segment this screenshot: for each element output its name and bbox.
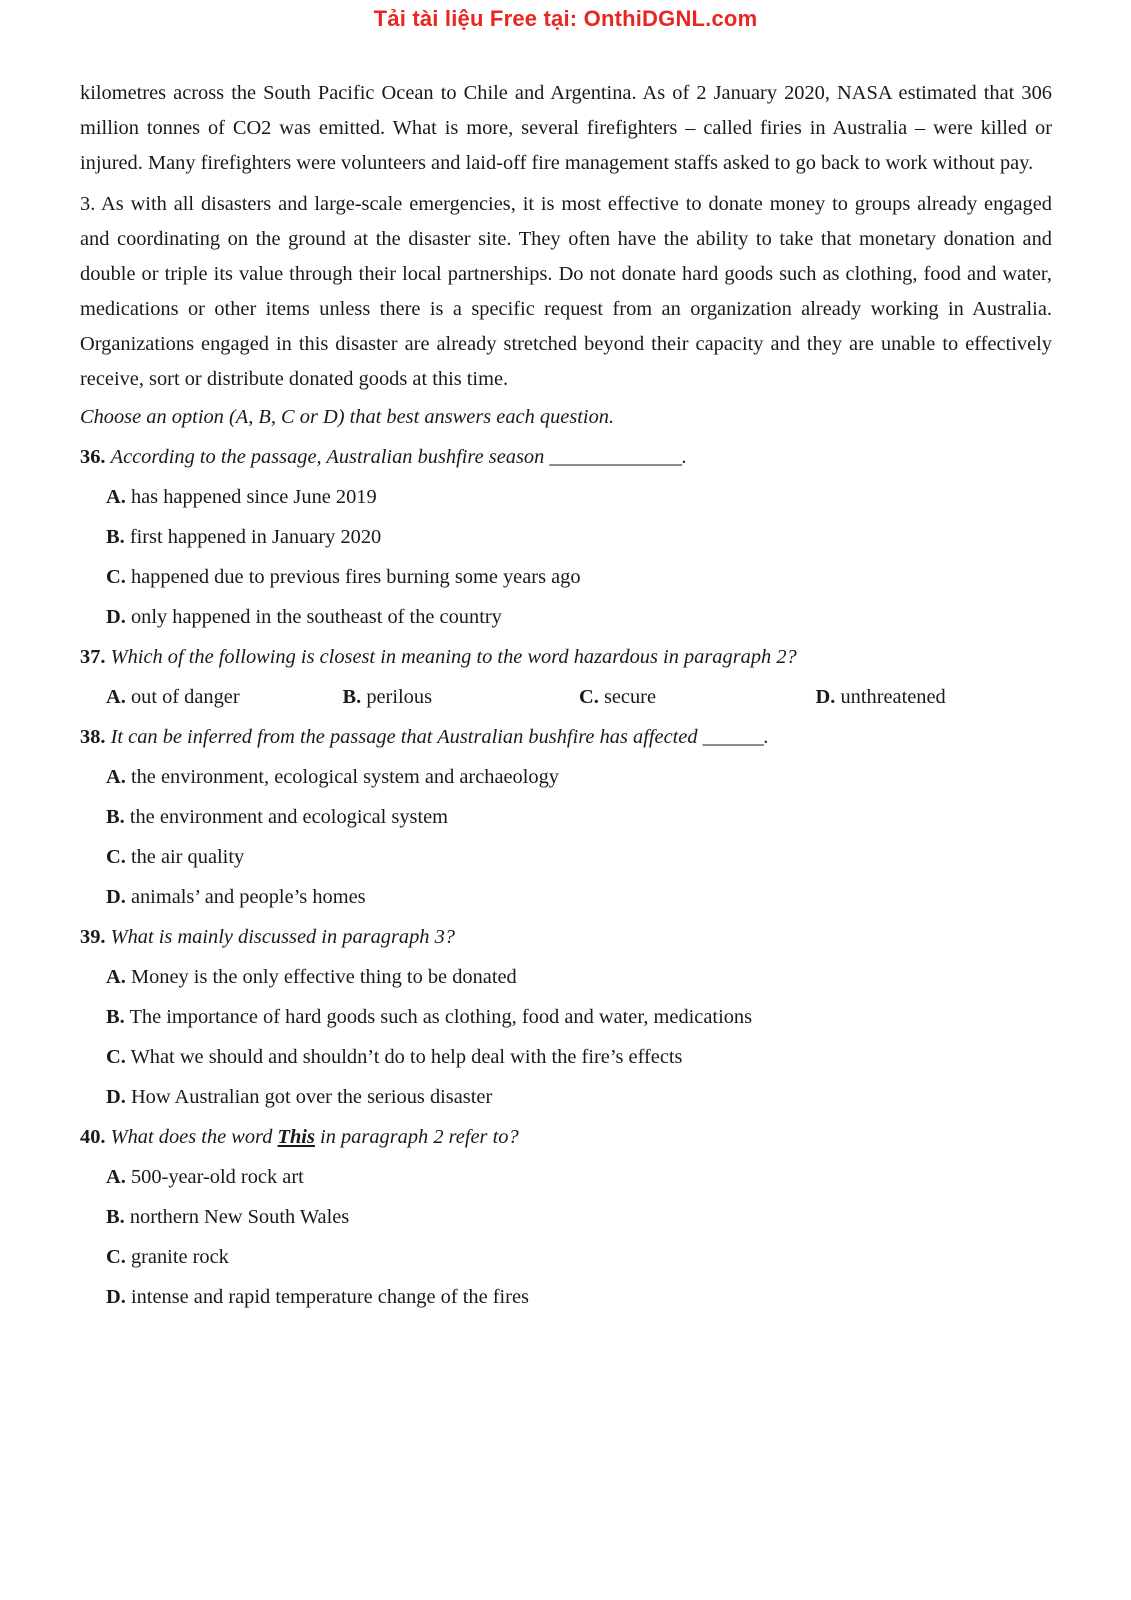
- option-text: the air quality: [130, 846, 245, 868]
- option-letter: C.: [106, 1246, 126, 1268]
- option-text: happened due to previous fires burning some years ago: [130, 566, 581, 588]
- option-38-d[interactable]: [80, 877, 1052, 917]
- option-38-a[interactable]: [80, 757, 1052, 797]
- option-text: secure: [603, 686, 657, 708]
- passage-paragraph-3: 3. As with all disasters and large-scale emergencies, it is most effective to donate money to groups already engaged and coordinating on the ground at the disaster site. They often have the ability to take that monetary donation and double or triple its value through their local partnerships. Do not donate hard goods such as clothing, food and water, medications or other items unless there is a specific request from an organization already working in Australia. Organizations engaged in this disaster are already stretched beyond their capacity and they are unable to effectively receive, sort or distribute donated goods at this time.: [80, 193, 1052, 390]
- question-39: [80, 917, 1052, 957]
- option-letter: A.: [106, 1166, 126, 1188]
- option-36-b[interactable]: [80, 517, 1052, 557]
- option-letter: A.: [106, 486, 126, 508]
- option-letter: C.: [106, 566, 126, 588]
- option-39-d[interactable]: [80, 1077, 1052, 1117]
- option-letter: D.: [106, 886, 126, 908]
- question-stem: It can be inferred from the passage that Australian bushfire has affected ______.: [110, 726, 769, 748]
- option-text: 500-year-old rock art: [130, 1166, 304, 1188]
- option-text: intense and rapid temperature change of the fires: [130, 1286, 529, 1308]
- question-stem: What is mainly discussed in paragraph 3?: [110, 926, 455, 948]
- option-letter: A.: [106, 966, 126, 988]
- option-letter: A.: [106, 686, 126, 708]
- option-40-b[interactable]: [80, 1197, 1052, 1237]
- option-letter: B.: [106, 526, 125, 548]
- options-row-37: [80, 677, 1052, 717]
- option-39-a[interactable]: [80, 957, 1052, 997]
- option-37-a[interactable]: [106, 677, 343, 717]
- option-letter: B.: [106, 806, 125, 828]
- option-37-b[interactable]: [343, 677, 580, 717]
- option-36-d[interactable]: [80, 597, 1052, 637]
- question-stem: According to the passage, Australian bushfire season _____________.: [110, 446, 688, 468]
- option-text: northern New South Wales: [129, 1206, 350, 1228]
- option-38-b[interactable]: [80, 797, 1052, 837]
- option-letter: B.: [106, 1206, 125, 1228]
- option-text: the environment and ecological system: [129, 806, 449, 828]
- option-36-c[interactable]: [80, 557, 1052, 597]
- question-number: 36.: [80, 446, 106, 468]
- option-letter: C.: [106, 1046, 126, 1068]
- option-letter: B.: [342, 686, 362, 708]
- question-stem: Which of the following is closest in meaning to the word hazardous in paragraph 2?: [110, 646, 797, 668]
- option-text: only happened in the southeast of the country: [130, 606, 502, 628]
- question-highlighted-word: This: [277, 1126, 315, 1148]
- question-36: [80, 437, 1052, 477]
- question-number: 38.: [80, 726, 106, 748]
- document-body: [80, 76, 1052, 1317]
- question-instruction: Choose an option (A, B, C or D) that best answers each question.: [80, 406, 615, 428]
- option-text: The importance of hard goods such as clothing, food and water, medications: [129, 1006, 753, 1028]
- watermark-header[interactable]: Tải tài liệu Free tại: OnthiDGNL.com: [373, 6, 758, 31]
- option-letter: C.: [579, 686, 599, 708]
- option-text: the environment, ecological system and archaeology: [130, 766, 559, 788]
- question-number: 39.: [80, 926, 106, 948]
- question-number: 37.: [80, 646, 106, 668]
- question-stem-after: in paragraph 2 refer to?: [320, 1126, 519, 1148]
- option-letter: C.: [106, 846, 126, 868]
- question-number: 40.: [80, 1126, 106, 1148]
- option-40-a[interactable]: [80, 1157, 1052, 1197]
- option-text: granite rock: [130, 1246, 229, 1268]
- option-36-a[interactable]: [80, 477, 1052, 517]
- option-letter: D.: [106, 606, 126, 628]
- option-37-c[interactable]: [579, 677, 816, 717]
- option-letter: D.: [106, 1086, 126, 1108]
- option-letter: A.: [106, 766, 126, 788]
- option-letter: B.: [106, 1006, 125, 1028]
- option-text: How Australian got over the serious disaster: [130, 1086, 493, 1108]
- option-letter: D.: [106, 1286, 126, 1308]
- passage-paragraph-continued: kilometres across the South Pacific Ocean to Chile and Argentina. As of 2 January 2020, NASA estimated that 306 million tonnes of CO2 was emitted. What is more, several firefighters – called firies in Australia – were killed or injured. Many firefighters were volunteers and laid-off fire management staffs asked to go back to work without pay.: [80, 82, 1052, 174]
- option-text: Money is the only effective thing to be donated: [130, 966, 517, 988]
- question-stem-before: What does the word: [110, 1126, 273, 1148]
- question-37: [80, 637, 1052, 677]
- question-40: [80, 1117, 1052, 1157]
- option-37-d[interactable]: [816, 677, 1053, 717]
- option-text: What we should and shouldn’t do to help deal with the fire’s effects: [130, 1046, 683, 1068]
- option-text: perilous: [366, 686, 433, 708]
- option-text: animals’ and people’s homes: [130, 886, 366, 908]
- option-38-c[interactable]: [80, 837, 1052, 877]
- question-38: [80, 717, 1052, 757]
- option-39-b[interactable]: [80, 997, 1052, 1037]
- option-text: out of danger: [130, 686, 240, 708]
- option-text: has happened since June 2019: [130, 486, 377, 508]
- option-40-c[interactable]: [80, 1237, 1052, 1277]
- option-letter: D.: [815, 686, 836, 708]
- option-text: first happened in January 2020: [129, 526, 382, 548]
- option-40-d[interactable]: [80, 1277, 1052, 1317]
- option-text: unthreatened: [840, 686, 946, 708]
- option-39-c[interactable]: [80, 1037, 1052, 1077]
